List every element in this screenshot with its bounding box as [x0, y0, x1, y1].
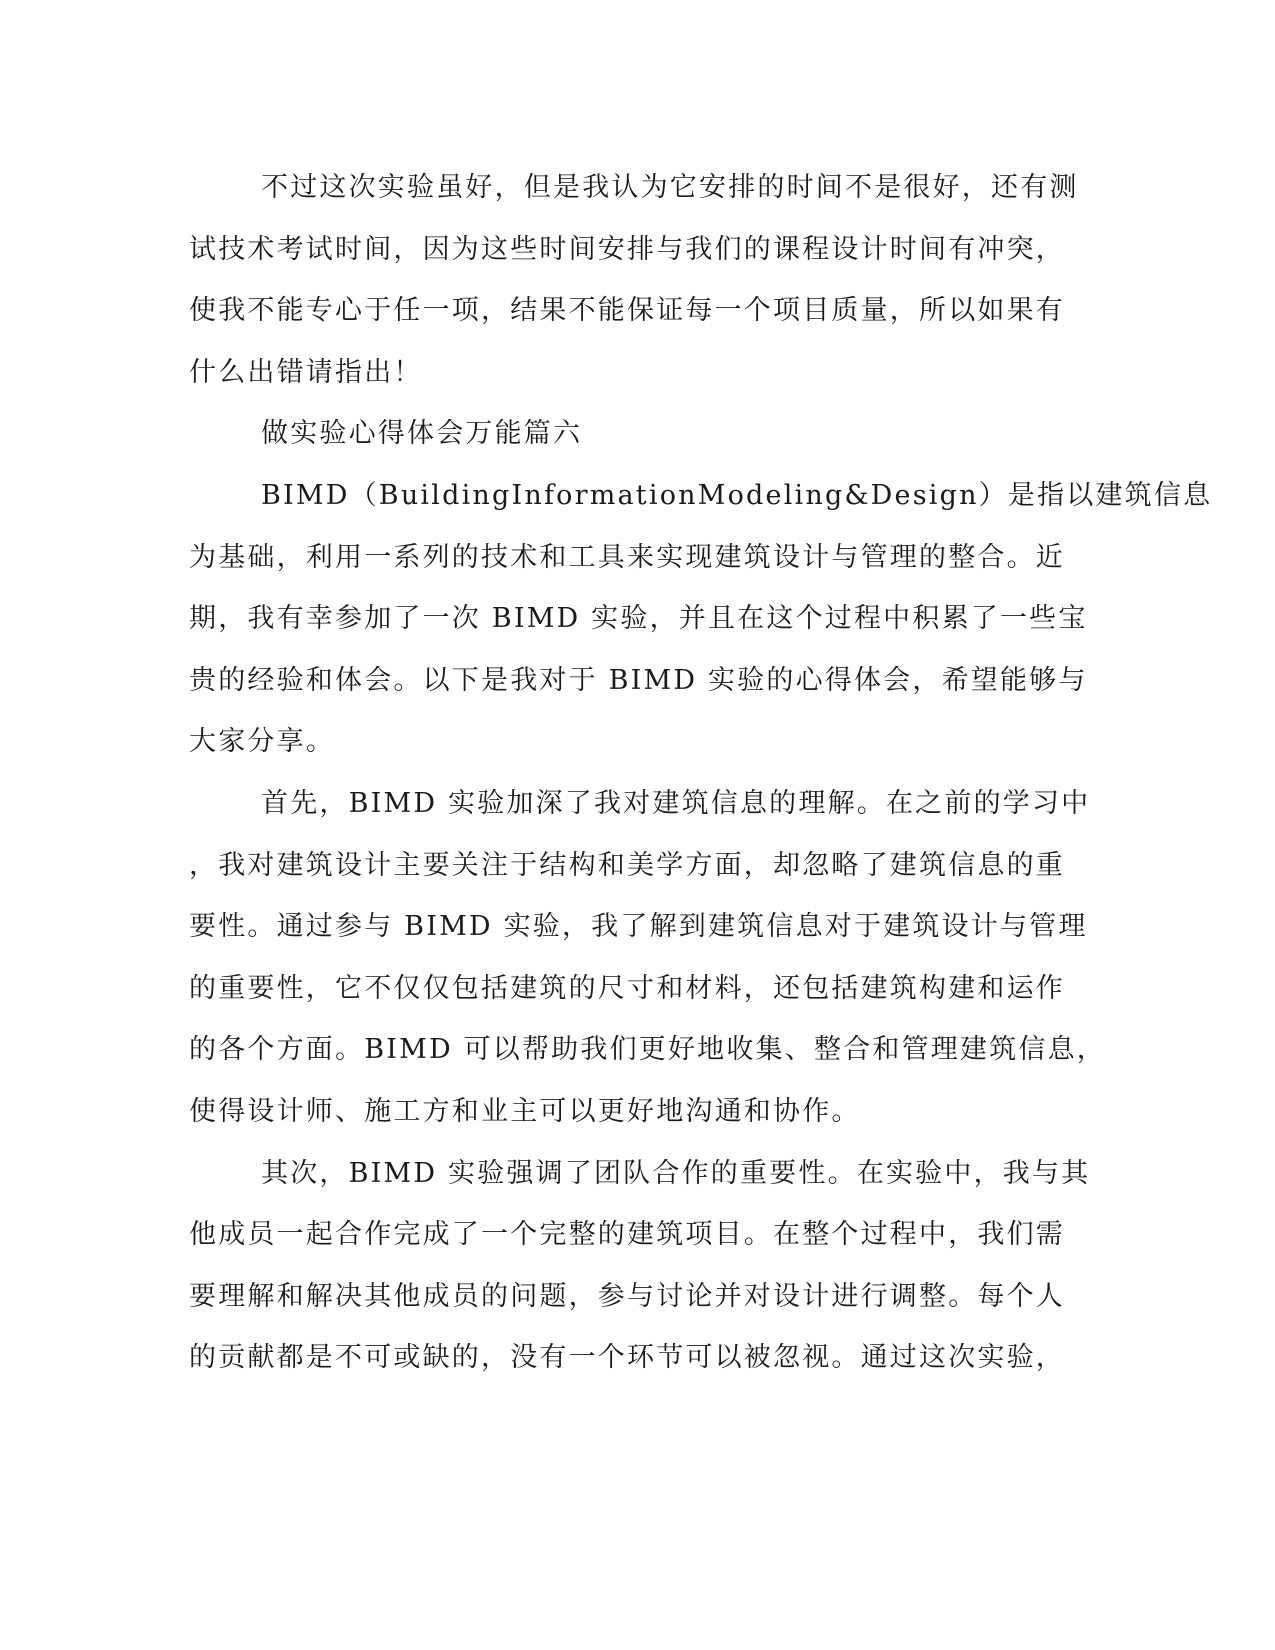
- paragraph-2-line-3: 期，我有幸参加了一次 BIMD 实验，并且在这个过程中积累了一些宝: [189, 603, 1088, 635]
- paragraph-2-line-1: BIMD（BuildingInformationModeling&Design）是指以建筑信息: [261, 479, 1213, 511]
- section-heading: 做实验心得体会万能篇六: [261, 418, 583, 450]
- paragraph-4-line-2: 他成员一起合作完成了一个完整的建筑项目。在整个过程中，我们需: [189, 1219, 1065, 1251]
- paragraph-4-line-1: 其次，BIMD 实验强调了团队合作的重要性。在实验中，我与其: [261, 1157, 1091, 1189]
- document-body: [189, 157, 1213, 1389]
- paragraph-1-line-1: 不过这次实验虽好，但是我认为它安排的时间不是很好，还有测: [261, 172, 1079, 203]
- paragraph-3-line-3: 要性。通过参与 BIMD 实验，我了解到建筑信息对于建筑设计与管理: [189, 911, 1088, 943]
- paragraph-3-line-2: ，我对建筑设计主要关注于结构和美学方面，却忽略了建筑信息的重: [189, 849, 1065, 881]
- paragraph-3-line-6: 使得设计师、施工方和业主可以更好地沟通和协作。: [189, 1095, 861, 1127]
- paragraph-3-line-4: 的重要性，它不仅仅包括建筑的尺寸和材料，还包括建筑构建和运作: [189, 972, 1065, 1004]
- paragraph-3-line-5: 的各个方面。BIMD 可以帮助我们更好地收集、整合和管理建筑信息，: [189, 1034, 1106, 1066]
- paragraph-3-line-1: 首先，BIMD 实验加深了我对建筑信息的理解。在之前的学习中: [261, 787, 1091, 819]
- paragraph-4-line-4: 的贡献都是不可或缺的，没有一个环节可以被忽视。通过这次实验，: [189, 1342, 1065, 1374]
- paragraph-1-line-2: 试技术考试时间，因为这些时间安排与我们的课程设计时间有冲突，: [189, 233, 1065, 265]
- paragraph-2-line-4: 贵的经验和体会。以下是我对于 BIMD 实验的心得体会，希望能够与: [189, 664, 1088, 696]
- paragraph-4-line-3: 要理解和解决其他成员的问题，参与讨论并对设计进行调整。每个人: [189, 1280, 1065, 1312]
- paragraph-1-line-4: 什么出错请指出！: [189, 356, 423, 388]
- paragraph-2-line-2: 为基础，利用一系列的技术和工具来实现建筑设计与管理的整合。近: [189, 541, 1065, 573]
- paragraph-1-line-3: 使我不能专心于任一项，结果不能保证每一个项目质量，所以如果有: [189, 295, 1065, 327]
- paragraph-2-line-5: 大家分享。: [189, 726, 335, 758]
